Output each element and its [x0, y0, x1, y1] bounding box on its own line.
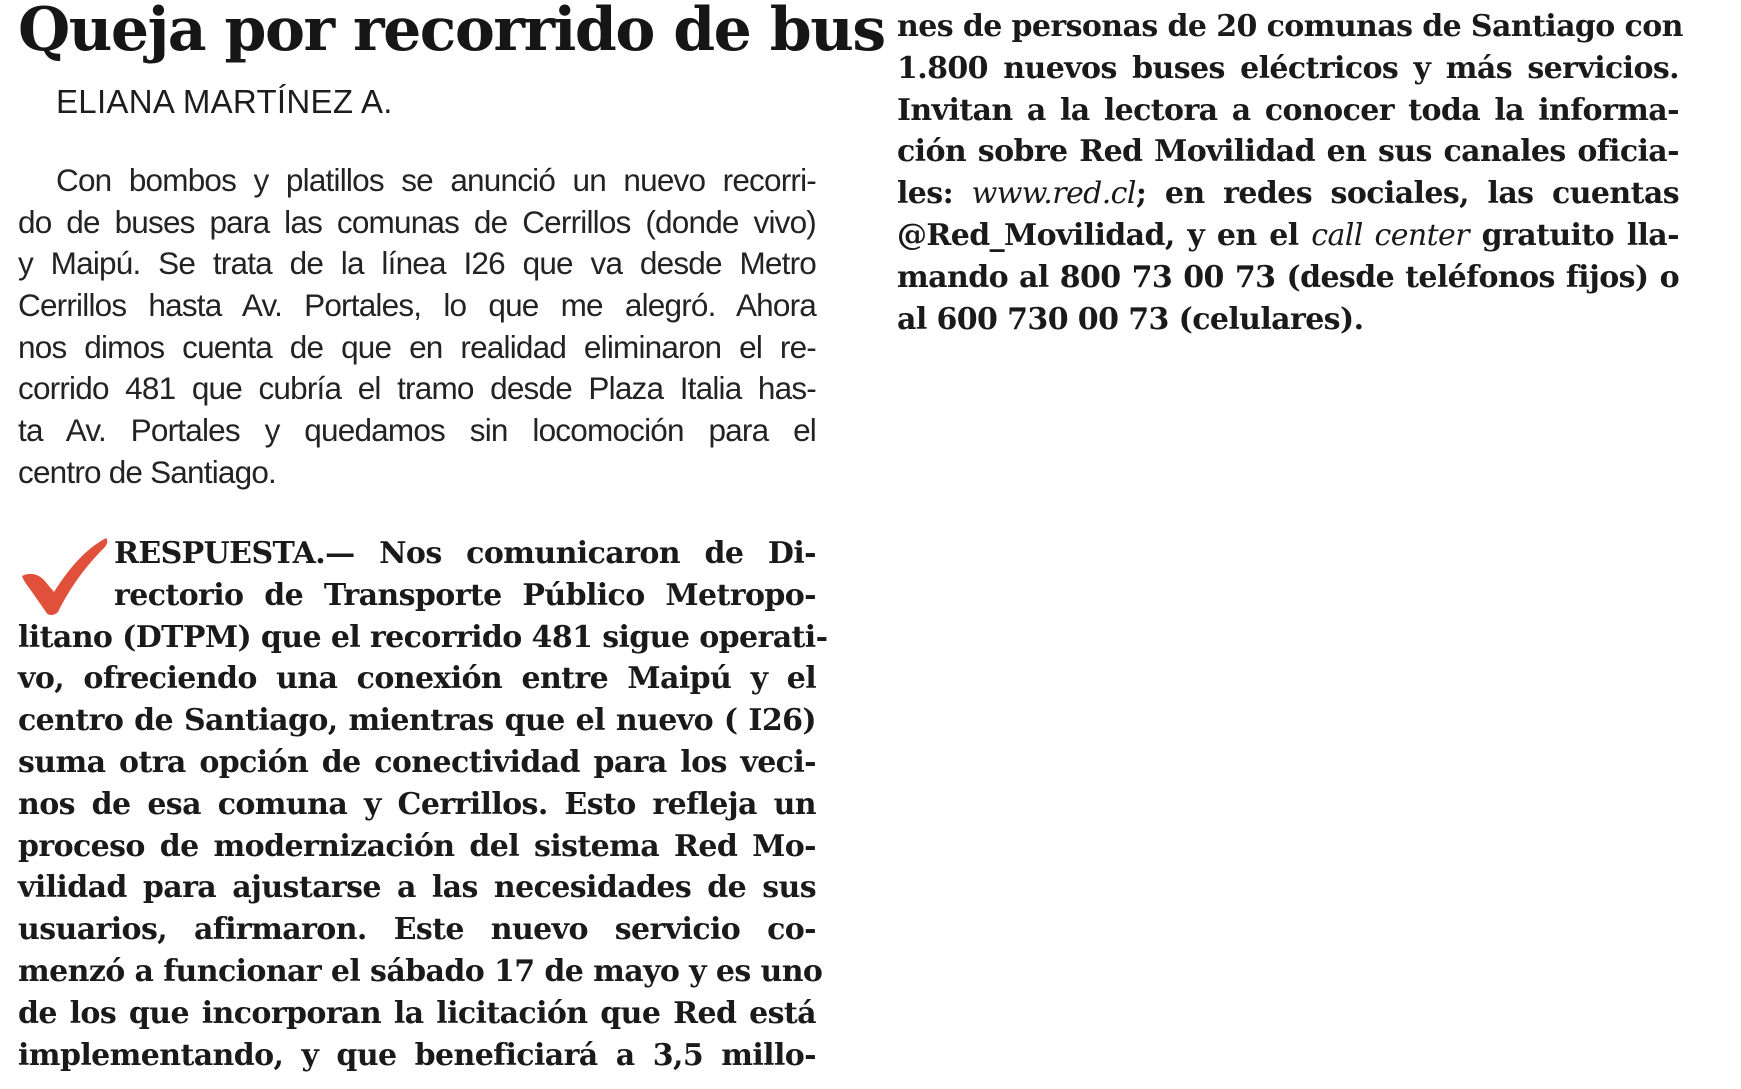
response-line: 1.800 nuevos buses eléctricos y más servicios. [897, 50, 1679, 86]
call-prefix: @Red_Movilidad, y en el [897, 217, 1312, 253]
letter-line: centro de Santiago. [18, 453, 276, 490]
response-line: RESPUESTA.— Nos comunicaron de Di- [114, 536, 816, 571]
web-url: www.red.cl [971, 176, 1136, 212]
response-line: mando al 800 73 00 73 (desde teléfonos fijos) o [897, 259, 1679, 295]
call-center-term: call center [1311, 217, 1469, 253]
response-text [18, 533, 828, 1076]
letter-line: y Maipú. Se trata de la línea I26 que va desde Metro [18, 245, 816, 282]
letter-line: Con bombos y platillos se anunció un nuevo recorri- [56, 162, 816, 198]
call-suffix: gratuito lla- [1468, 217, 1679, 253]
letter-line: nos dimos cuenta de que en realidad eliminaron el re- [18, 328, 816, 365]
letter-line: corrido 481 que cubría el tramo desde Plaza Italia has- [18, 370, 816, 407]
response-line: al 600 730 00 73 (celulares). [897, 301, 1364, 337]
response-line: usuarios, afirmaron. Este nuevo servicio co- [18, 912, 816, 948]
response-line: ción sobre Red Movilidad en sus canales oficia- [897, 134, 1679, 170]
response-line: de los que incorporan la licitación que Red está [18, 995, 816, 1031]
letter-line: do de buses para las comunas de Cerrillos (donde vivo) [18, 203, 816, 240]
letter-line: Cerrillos hasta Av. Portales, lo que me alegró. Ahora [18, 287, 816, 324]
response-line-web [897, 173, 1679, 215]
response-line: proceso de modernización del sistema Red Mo- [18, 828, 816, 864]
response-line: centro de Santiago, mientras que el nuevo ( I26) [18, 703, 816, 739]
byline: ELIANA MARTÍNEZ A. [56, 83, 393, 120]
reader-letter [18, 160, 816, 494]
response-continuation [897, 6, 1683, 340]
response-line: suma otra opción de conectividad para los veci- [18, 744, 816, 780]
response-line-call [897, 215, 1679, 257]
web-suffix: ; en redes sociales, las cuentas [1135, 176, 1679, 212]
web-prefix: les: [897, 176, 972, 212]
response-line: nes de personas de 20 comunas de Santiago con [897, 9, 1683, 44]
response-line: Invitan a la lectora a conocer toda la informa- [897, 92, 1679, 128]
response-line: litano (DTPM) que el recorrido 481 sigue operati- [18, 619, 828, 655]
response-line: vo, ofreciendo una conexión entre Maipú y el [18, 661, 816, 697]
response-line: nos de esa comuna y Cerrillos. Esto refleja un [18, 786, 816, 822]
response-line: menzó a funcionar el sábado 17 de mayo y es uno [18, 953, 823, 989]
headline: Queja por recorrido de bus [18, 0, 885, 65]
response-line: implementando, y que beneficiará a 3,5 millo- [18, 1037, 816, 1073]
response-line: vilidad para ajustarse a las necesidades de sus [18, 870, 816, 906]
response-line: rectorio de Transporte Público Metropo- [114, 577, 816, 613]
letter-line: ta Av. Portales y quedamos sin locomoción para el [18, 412, 816, 449]
